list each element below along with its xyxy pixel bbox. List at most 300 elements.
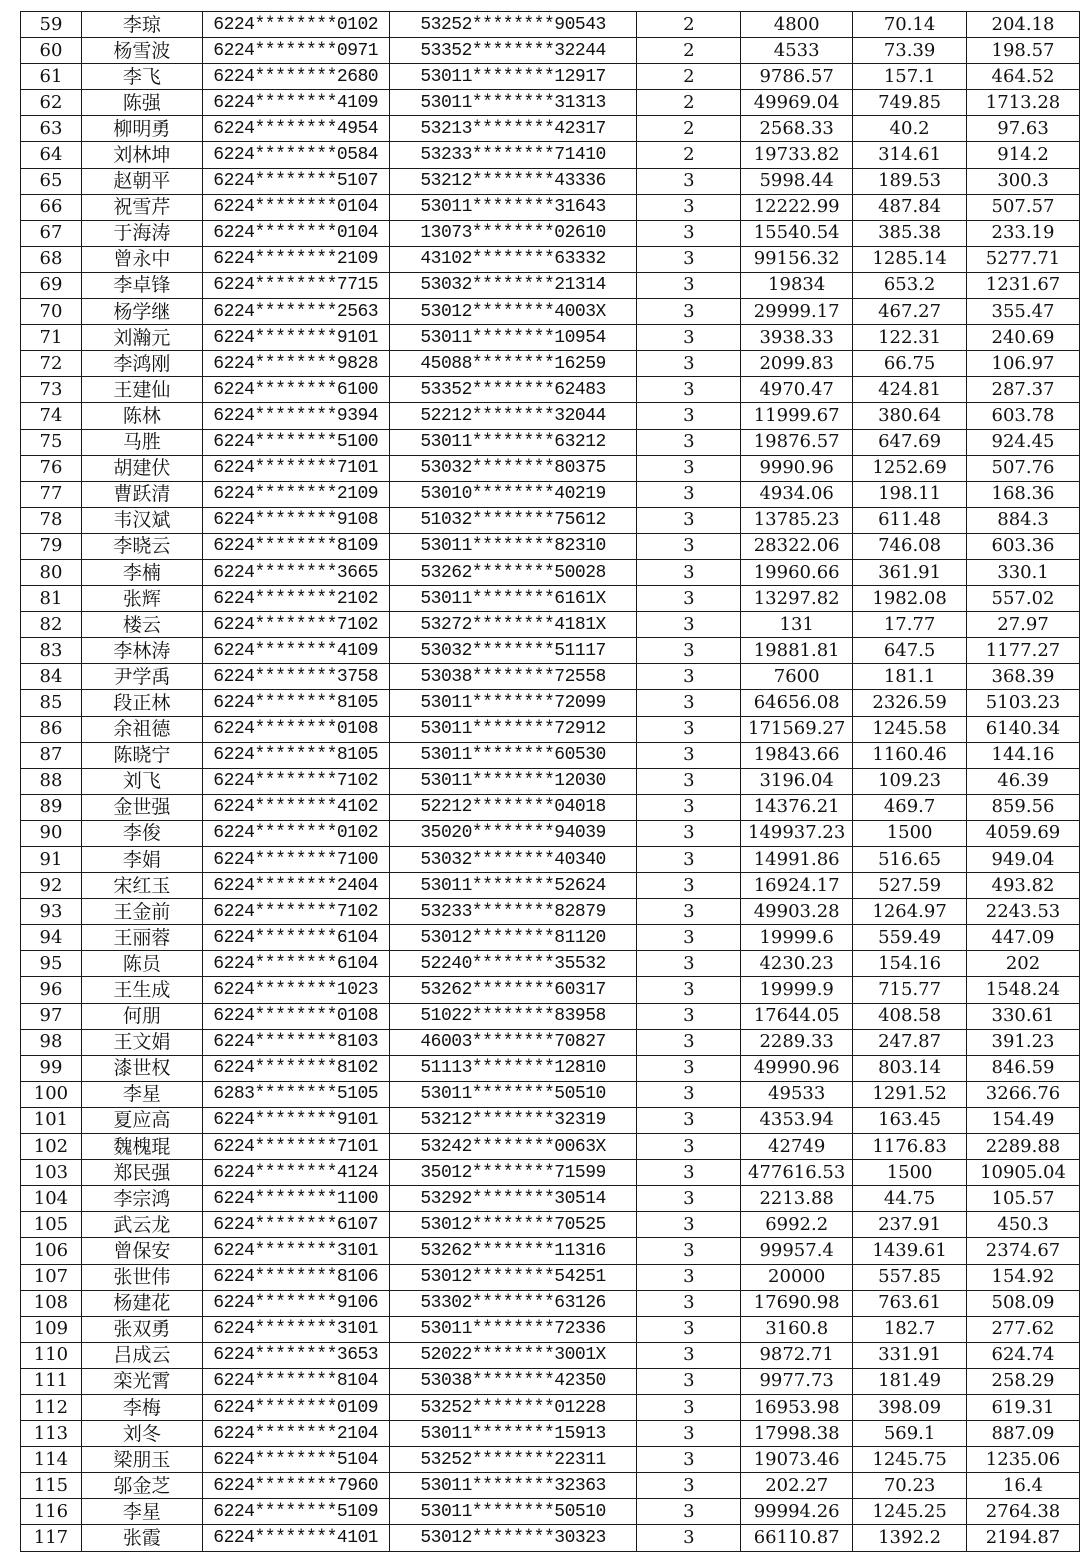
cell-amount: 49990.96 (741, 1055, 853, 1081)
cell-id-number: 43102********63332 (389, 246, 637, 272)
cell-category: 3 (637, 1107, 741, 1133)
cell-id-number: 53011********6161X (389, 586, 637, 612)
table-row (21, 142, 1080, 168)
cell-id-number: 53213********42317 (389, 116, 637, 142)
cell-value-b: 106.97 (967, 351, 1080, 377)
cell-name: 武云龙 (81, 1212, 202, 1238)
table-row (21, 1394, 1080, 1420)
cell-amount: 7600 (741, 664, 853, 690)
cell-row-number: 92 (21, 873, 82, 899)
cell-row-number: 60 (21, 38, 82, 64)
cell-name: 王丽蓉 (81, 925, 202, 951)
cell-bank-card: 6224********2102 (202, 586, 389, 612)
cell-category: 3 (637, 768, 741, 794)
cell-amount: 14376.21 (741, 794, 853, 820)
cell-row-number: 108 (21, 1290, 82, 1316)
cell-value-a: 2326.59 (853, 690, 967, 716)
cell-category: 3 (637, 1421, 741, 1447)
cell-id-number: 53272********4181X (389, 612, 637, 638)
table-row (21, 325, 1080, 351)
cell-value-a: 611.48 (853, 507, 967, 533)
cell-amount: 16953.98 (741, 1394, 853, 1420)
cell-value-b: 846.59 (967, 1055, 1080, 1081)
cell-amount: 99957.4 (741, 1238, 853, 1264)
cell-amount: 3938.33 (741, 325, 853, 351)
table-row (21, 1029, 1080, 1055)
table-row (21, 1238, 1080, 1264)
cell-amount: 5998.44 (741, 168, 853, 194)
cell-row-number: 104 (21, 1186, 82, 1212)
cell-value-a: 17.77 (853, 612, 967, 638)
cell-row-number: 69 (21, 272, 82, 298)
cell-name: 王建仙 (81, 377, 202, 403)
cell-name: 尹学禹 (81, 664, 202, 690)
cell-value-b: 154.92 (967, 1264, 1080, 1290)
cell-name: 马胜 (81, 429, 202, 455)
cell-bank-card: 6224********2104 (202, 1421, 389, 1447)
cell-category: 3 (637, 586, 741, 612)
cell-row-number: 84 (21, 664, 82, 690)
cell-name: 李卓锋 (81, 272, 202, 298)
table-row (21, 1525, 1080, 1551)
cell-amount: 19073.46 (741, 1447, 853, 1473)
cell-value-b: 258.29 (967, 1368, 1080, 1394)
cell-name: 曾永中 (81, 246, 202, 272)
cell-value-a: 182.7 (853, 1316, 967, 1342)
table-row (21, 1264, 1080, 1290)
cell-category: 2 (637, 64, 741, 90)
table-row (21, 12, 1080, 38)
table-row (21, 1499, 1080, 1525)
cell-value-b: 330.61 (967, 1003, 1080, 1029)
cell-category: 2 (637, 142, 741, 168)
cell-name: 曹跃清 (81, 481, 202, 507)
cell-category: 3 (637, 1316, 741, 1342)
table-row (21, 1290, 1080, 1316)
table-row (21, 351, 1080, 377)
cell-bank-card: 6224********4109 (202, 90, 389, 116)
cell-value-a: 1245.75 (853, 1447, 967, 1473)
cell-value-a: 66.75 (853, 351, 967, 377)
cell-category: 3 (637, 1290, 741, 1316)
cell-amount: 4230.23 (741, 951, 853, 977)
cell-bank-card: 6224********8103 (202, 1029, 389, 1055)
cell-value-a: 408.58 (853, 1003, 967, 1029)
cell-bank-card: 6224********7102 (202, 612, 389, 638)
cell-name: 漆世权 (81, 1055, 202, 1081)
cell-value-b: 2289.88 (967, 1134, 1080, 1160)
cell-value-b: 924.45 (967, 429, 1080, 455)
cell-value-a: 122.31 (853, 325, 967, 351)
table-row (21, 586, 1080, 612)
cell-value-a: 469.7 (853, 794, 967, 820)
cell-name: 杨建花 (81, 1290, 202, 1316)
table-row (21, 507, 1080, 533)
cell-category: 3 (637, 873, 741, 899)
cell-id-number: 53010********40219 (389, 481, 637, 507)
cell-id-number: 52240********35532 (389, 951, 637, 977)
cell-value-a: 749.85 (853, 90, 967, 116)
cell-name: 祝雪芹 (81, 194, 202, 220)
cell-value-a: 40.2 (853, 116, 967, 142)
cell-amount: 19960.66 (741, 559, 853, 585)
cell-category: 3 (637, 429, 741, 455)
cell-bank-card: 6224********0104 (202, 194, 389, 220)
cell-amount: 2099.83 (741, 351, 853, 377)
cell-row-number: 97 (21, 1003, 82, 1029)
table-row (21, 1316, 1080, 1342)
cell-bank-card: 6224********4109 (202, 638, 389, 664)
cell-value-a: 163.45 (853, 1107, 967, 1133)
cell-value-a: 154.16 (853, 951, 967, 977)
cell-category: 3 (637, 403, 741, 429)
table-row (21, 1134, 1080, 1160)
cell-name: 陈员 (81, 951, 202, 977)
cell-row-number: 78 (21, 507, 82, 533)
cell-bank-card: 6283********5105 (202, 1081, 389, 1107)
cell-id-number: 53262********11316 (389, 1238, 637, 1264)
cell-category: 3 (637, 220, 741, 246)
table-row (21, 873, 1080, 899)
cell-name: 陈晓宁 (81, 742, 202, 768)
cell-amount: 20000 (741, 1264, 853, 1290)
cell-value-a: 1245.25 (853, 1499, 967, 1525)
cell-value-b: 1177.27 (967, 638, 1080, 664)
cell-amount: 9786.57 (741, 64, 853, 90)
table-row (21, 925, 1080, 951)
cell-bank-card: 6224********6104 (202, 951, 389, 977)
cell-value-b: 2374.67 (967, 1238, 1080, 1264)
cell-bank-card: 6224********2563 (202, 299, 389, 325)
cell-amount: 4533 (741, 38, 853, 64)
cell-value-b: 355.47 (967, 299, 1080, 325)
cell-value-b: 619.31 (967, 1394, 1080, 1420)
cell-name: 刘林坤 (81, 142, 202, 168)
cell-name: 刘冬 (81, 1421, 202, 1447)
cell-row-number: 98 (21, 1029, 82, 1055)
cell-id-number: 53011********31313 (389, 90, 637, 116)
cell-name: 李星 (81, 1499, 202, 1525)
cell-amount: 49969.04 (741, 90, 853, 116)
table-body (21, 12, 1080, 1552)
cell-value-b: 287.37 (967, 377, 1080, 403)
cell-name: 王生成 (81, 977, 202, 1003)
cell-category: 3 (637, 1134, 741, 1160)
cell-row-number: 110 (21, 1342, 82, 1368)
cell-category: 3 (637, 794, 741, 820)
cell-bank-card: 6224********5107 (202, 168, 389, 194)
cell-value-b: 154.49 (967, 1107, 1080, 1133)
cell-id-number: 53011********12030 (389, 768, 637, 794)
cell-id-number: 53011********60530 (389, 742, 637, 768)
cell-category: 3 (637, 246, 741, 272)
cell-bank-card: 6224********4102 (202, 794, 389, 820)
cell-bank-card: 6224********3101 (202, 1316, 389, 1342)
cell-amount: 4353.94 (741, 1107, 853, 1133)
cell-value-b: 887.09 (967, 1421, 1080, 1447)
cell-bank-card: 6224********0109 (202, 1394, 389, 1420)
cell-value-a: 398.09 (853, 1394, 967, 1420)
cell-value-a: 803.14 (853, 1055, 967, 1081)
cell-amount: 14991.86 (741, 847, 853, 873)
cell-bank-card: 6224********6100 (202, 377, 389, 403)
cell-name: 刘飞 (81, 768, 202, 794)
cell-value-a: 247.87 (853, 1029, 967, 1055)
cell-row-number: 77 (21, 481, 82, 507)
cell-id-number: 53012********54251 (389, 1264, 637, 1290)
cell-amount: 171569.27 (741, 716, 853, 742)
table-row (21, 64, 1080, 90)
cell-value-b: 2243.53 (967, 899, 1080, 925)
cell-value-a: 70.14 (853, 12, 967, 38)
cell-category: 3 (637, 455, 741, 481)
cell-amount: 49533 (741, 1081, 853, 1107)
table-row (21, 638, 1080, 664)
cell-row-number: 96 (21, 977, 82, 1003)
cell-id-number: 53233********82879 (389, 899, 637, 925)
cell-amount: 66110.87 (741, 1525, 853, 1551)
cell-amount: 2213.88 (741, 1186, 853, 1212)
table-row (21, 246, 1080, 272)
cell-category: 3 (637, 272, 741, 298)
cell-value-b: 5277.71 (967, 246, 1080, 272)
cell-bank-card: 6224********4101 (202, 1525, 389, 1551)
cell-amount: 42749 (741, 1134, 853, 1160)
cell-name: 刘瀚元 (81, 325, 202, 351)
cell-row-number: 89 (21, 794, 82, 820)
cell-amount: 19999.9 (741, 977, 853, 1003)
cell-bank-card: 6224********7101 (202, 455, 389, 481)
cell-id-number: 53011********63212 (389, 429, 637, 455)
cell-row-number: 112 (21, 1394, 82, 1420)
cell-id-number: 53252********01228 (389, 1394, 637, 1420)
cell-category: 3 (637, 533, 741, 559)
cell-amount: 4800 (741, 12, 853, 38)
cell-row-number: 73 (21, 377, 82, 403)
cell-value-a: 1160.46 (853, 742, 967, 768)
cell-name: 李晓云 (81, 533, 202, 559)
cell-row-number: 115 (21, 1473, 82, 1499)
cell-id-number: 53011********50510 (389, 1081, 637, 1107)
cell-amount: 17690.98 (741, 1290, 853, 1316)
table-row (21, 559, 1080, 585)
cell-value-a: 746.08 (853, 533, 967, 559)
cell-name: 张双勇 (81, 1316, 202, 1342)
cell-id-number: 53011********15913 (389, 1421, 637, 1447)
cell-amount: 17644.05 (741, 1003, 853, 1029)
cell-amount: 19834 (741, 272, 853, 298)
cell-name: 李梅 (81, 1394, 202, 1420)
cell-name: 李娟 (81, 847, 202, 873)
cell-value-b: 277.62 (967, 1316, 1080, 1342)
cell-category: 3 (637, 299, 741, 325)
cell-bank-card: 6224********0104 (202, 220, 389, 246)
cell-row-number: 86 (21, 716, 82, 742)
cell-bank-card: 6224********9828 (202, 351, 389, 377)
cell-name: 梁朋玉 (81, 1447, 202, 1473)
cell-value-b: 447.09 (967, 925, 1080, 951)
cell-row-number: 66 (21, 194, 82, 220)
cell-id-number: 51022********83958 (389, 1003, 637, 1029)
cell-id-number: 53032********80375 (389, 455, 637, 481)
cell-bank-card: 6224********3665 (202, 559, 389, 585)
cell-id-number: 53011********32363 (389, 1473, 637, 1499)
cell-category: 3 (637, 977, 741, 1003)
cell-id-number: 53011********82310 (389, 533, 637, 559)
cell-bank-card: 6224********7102 (202, 768, 389, 794)
cell-row-number: 106 (21, 1238, 82, 1264)
table-row (21, 1212, 1080, 1238)
records-table (20, 11, 1080, 1552)
cell-amount: 28322.06 (741, 533, 853, 559)
cell-row-number: 59 (21, 12, 82, 38)
table-row (21, 1081, 1080, 1107)
cell-amount: 11999.67 (741, 403, 853, 429)
cell-row-number: 114 (21, 1447, 82, 1473)
cell-id-number: 53012********81120 (389, 925, 637, 951)
cell-value-a: 647.69 (853, 429, 967, 455)
cell-id-number: 13073********02610 (389, 220, 637, 246)
cell-row-number: 109 (21, 1316, 82, 1342)
table-row (21, 299, 1080, 325)
table-row (21, 481, 1080, 507)
table-row (21, 1368, 1080, 1394)
cell-bank-card: 6224********9101 (202, 325, 389, 351)
cell-bank-card: 6224********8105 (202, 690, 389, 716)
cell-name: 魏槐琨 (81, 1134, 202, 1160)
cell-amount: 19881.81 (741, 638, 853, 664)
cell-amount: 49903.28 (741, 899, 853, 925)
cell-row-number: 88 (21, 768, 82, 794)
cell-value-a: 1176.83 (853, 1134, 967, 1160)
cell-row-number: 87 (21, 742, 82, 768)
cell-value-a: 715.77 (853, 977, 967, 1003)
table-row (21, 1447, 1080, 1473)
cell-row-number: 75 (21, 429, 82, 455)
cell-amount: 17998.38 (741, 1421, 853, 1447)
cell-id-number: 53011********10954 (389, 325, 637, 351)
cell-bank-card: 6224********9106 (202, 1290, 389, 1316)
cell-category: 3 (637, 925, 741, 951)
cell-category: 3 (637, 325, 741, 351)
cell-value-b: 557.02 (967, 586, 1080, 612)
cell-id-number: 53212********32319 (389, 1107, 637, 1133)
cell-bank-card: 6224********8102 (202, 1055, 389, 1081)
cell-name: 张世伟 (81, 1264, 202, 1290)
cell-value-b: 2194.87 (967, 1525, 1080, 1551)
cell-id-number: 52212********32044 (389, 403, 637, 429)
cell-name: 胡建伏 (81, 455, 202, 481)
cell-amount: 99156.32 (741, 246, 853, 272)
cell-category: 3 (637, 481, 741, 507)
cell-category: 3 (637, 664, 741, 690)
cell-id-number: 46003********70827 (389, 1029, 637, 1055)
cell-name: 王金前 (81, 899, 202, 925)
cell-value-b: 1548.24 (967, 977, 1080, 1003)
cell-id-number: 53032********21314 (389, 272, 637, 298)
cell-id-number: 53012********70525 (389, 1212, 637, 1238)
cell-name: 李俊 (81, 820, 202, 846)
cell-value-a: 380.64 (853, 403, 967, 429)
cell-bank-card: 6224********4124 (202, 1160, 389, 1186)
cell-category: 3 (637, 168, 741, 194)
cell-bank-card: 6224********2109 (202, 481, 389, 507)
cell-row-number: 91 (21, 847, 82, 873)
cell-amount: 15540.54 (741, 220, 853, 246)
cell-value-a: 1439.61 (853, 1238, 967, 1264)
cell-row-number: 99 (21, 1055, 82, 1081)
cell-value-b: 233.19 (967, 220, 1080, 246)
cell-category: 3 (637, 1394, 741, 1420)
cell-bank-card: 6224********8109 (202, 533, 389, 559)
cell-bank-card: 6224********8105 (202, 742, 389, 768)
cell-category: 3 (637, 742, 741, 768)
cell-category: 3 (637, 1238, 741, 1264)
cell-value-a: 569.1 (853, 1421, 967, 1447)
cell-id-number: 53038********42350 (389, 1368, 637, 1394)
cell-amount: 13297.82 (741, 586, 853, 612)
cell-amount: 13785.23 (741, 507, 853, 533)
cell-value-a: 331.91 (853, 1342, 967, 1368)
cell-amount: 19843.66 (741, 742, 853, 768)
cell-row-number: 101 (21, 1107, 82, 1133)
table-row (21, 533, 1080, 559)
cell-category: 3 (637, 1029, 741, 1055)
cell-category: 3 (637, 899, 741, 925)
cell-value-a: 73.39 (853, 38, 967, 64)
cell-amount: 2568.33 (741, 116, 853, 142)
cell-value-b: 2764.38 (967, 1499, 1080, 1525)
cell-category: 3 (637, 638, 741, 664)
cell-id-number: 52212********04018 (389, 794, 637, 820)
cell-row-number: 113 (21, 1421, 82, 1447)
cell-value-b: 27.97 (967, 612, 1080, 638)
cell-category: 2 (637, 90, 741, 116)
cell-category: 3 (637, 1473, 741, 1499)
cell-row-number: 116 (21, 1499, 82, 1525)
table-row (21, 768, 1080, 794)
cell-row-number: 117 (21, 1525, 82, 1551)
cell-row-number: 80 (21, 559, 82, 585)
cell-id-number: 53352********32244 (389, 38, 637, 64)
cell-value-a: 647.5 (853, 638, 967, 664)
cell-id-number: 53233********71410 (389, 142, 637, 168)
table-row (21, 612, 1080, 638)
cell-value-b: 1235.06 (967, 1447, 1080, 1473)
cell-row-number: 76 (21, 455, 82, 481)
cell-value-a: 1264.97 (853, 899, 967, 925)
cell-value-b: 97.63 (967, 116, 1080, 142)
cell-value-a: 198.11 (853, 481, 967, 507)
cell-name: 李琼 (81, 12, 202, 38)
cell-value-a: 181.1 (853, 664, 967, 690)
cell-value-b: 508.09 (967, 1290, 1080, 1316)
cell-value-b: 5103.23 (967, 690, 1080, 716)
cell-value-a: 181.49 (853, 1368, 967, 1394)
cell-value-b: 300.3 (967, 168, 1080, 194)
cell-id-number: 53252********22311 (389, 1447, 637, 1473)
cell-name: 余祖德 (81, 716, 202, 742)
cell-name: 陈强 (81, 90, 202, 116)
cell-name: 杨雪波 (81, 38, 202, 64)
cell-value-a: 109.23 (853, 768, 967, 794)
cell-value-a: 1285.14 (853, 246, 967, 272)
cell-value-b: 450.3 (967, 1212, 1080, 1238)
cell-row-number: 71 (21, 325, 82, 351)
cell-id-number: 51032********75612 (389, 507, 637, 533)
cell-bank-card: 6224********7960 (202, 1473, 389, 1499)
table-row (21, 90, 1080, 116)
